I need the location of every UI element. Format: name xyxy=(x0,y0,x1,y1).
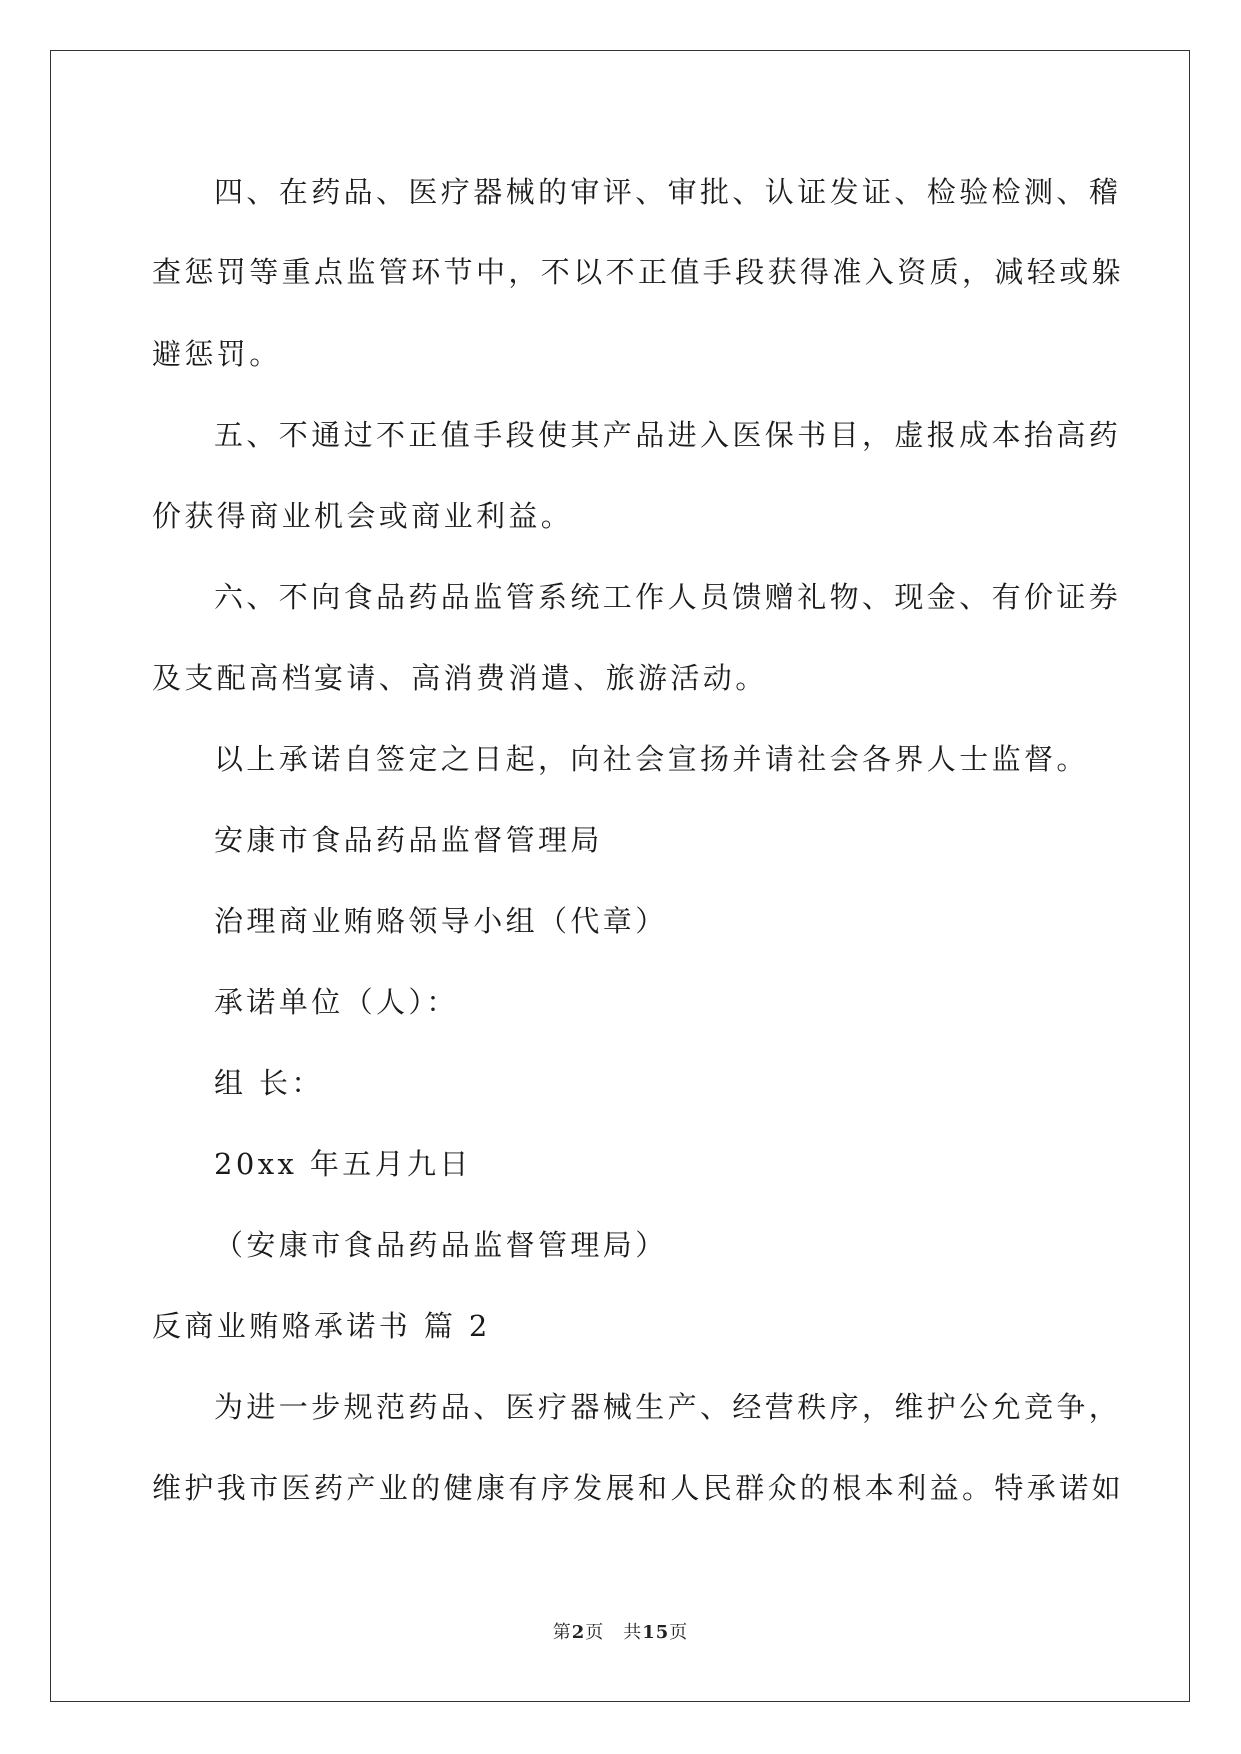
section-heading-2: 反商业贿赂承诺书 篇 2 xyxy=(152,1309,491,1343)
intro-paragraph-line-1: 为进一步规范药品、医疗器械生产、经营秩序，维护公允竞争， xyxy=(214,1390,1122,1424)
issuer-name-parenthetical: （安康市食品药品监督管理局） xyxy=(214,1228,668,1262)
footer-page-mid: 页 共 xyxy=(585,1622,643,1643)
paragraph-5-line-1: 五、不通过不正值手段使其产品进入医保书目，虚报成本抬高药 xyxy=(214,418,1122,452)
paragraph-4-line-1: 四、在药品、医疗器械的审评、审批、认证发证、检验检测、稽 xyxy=(214,175,1122,209)
footer-page-suffix: 页 xyxy=(669,1622,689,1643)
issuer-name: 安康市食品药品监督管理局 xyxy=(214,823,603,857)
page-footer xyxy=(0,1621,1241,1645)
paragraph-4-line-3: 避惩罚。 xyxy=(152,337,282,371)
footer-page-prefix: 第 xyxy=(552,1622,572,1643)
issuer-group: 治理商业贿赂领导小组（代章） xyxy=(214,904,668,938)
footer-page-total: 15 xyxy=(642,1622,670,1643)
page-border xyxy=(50,50,1190,1702)
footer-page-number: 2 xyxy=(571,1622,586,1643)
document-date: 20xx 年五月九日 xyxy=(214,1147,472,1181)
paragraph-4-line-2: 查惩罚等重点监管环节中，不以不正值手段获得准入资质，减轻或躲 xyxy=(152,255,1125,289)
paragraph-5-line-2: 价获得商业机会或商业利益。 xyxy=(152,499,574,533)
paragraph-6-line-2: 及支配高档宴请、高消费消遣、旅游活动。 xyxy=(152,661,768,695)
paragraph-6-line-1: 六、不向食品药品监管系统工作人员馈赠礼物、现金、有价证券 xyxy=(214,580,1122,614)
committing-unit-label: 承诺单位（人）： xyxy=(214,985,459,1019)
intro-paragraph-line-2: 维护我市医药产业的健康有序发展和人民群众的根本利益。特承诺如 xyxy=(152,1471,1125,1505)
closing-statement: 以上承诺自签定之日起，向社会宣扬并请社会各界人士监督。 xyxy=(214,742,1089,776)
group-leader-label: 组 长： xyxy=(214,1066,324,1100)
